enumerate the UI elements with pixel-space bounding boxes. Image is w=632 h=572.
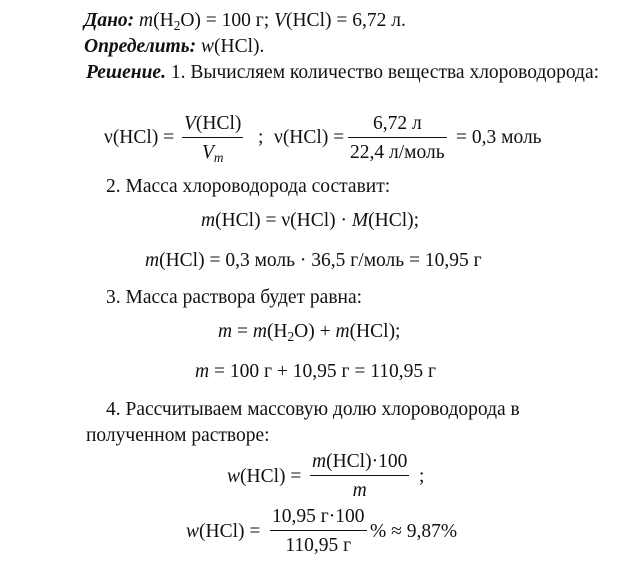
mass-fraction-symbol: w — [186, 521, 200, 542]
mass-fraction-symbol: w — [201, 36, 215, 57]
formula2b — [145, 251, 482, 271]
formula1b-lhs: ν(HCl) = — [274, 127, 345, 148]
given-line — [84, 10, 406, 34]
formula4a-rest: (HCl) = — [240, 466, 302, 487]
formula1b-denominator: 22,4 л/моль — [350, 141, 445, 163]
formula4a-fraction — [310, 452, 409, 500]
numerator-rest: (HCl)·100 — [326, 451, 408, 472]
formula4b-lhs — [186, 522, 260, 542]
formula4a-lhs — [227, 467, 301, 487]
formula1b-result: = 0,3 моль — [456, 127, 542, 148]
molar-volume-subscript: m — [213, 149, 224, 165]
equals: = — [232, 321, 253, 342]
water-subscript: 2 — [173, 18, 181, 34]
formula4b-rest: (HCl) = — [199, 521, 261, 542]
water-formula-a: (H — [266, 321, 288, 342]
formula2a — [201, 211, 419, 231]
water-formula-b: O) + — [294, 321, 336, 342]
find-hcl: (HCl). — [214, 36, 265, 57]
step1-paragraph — [86, 60, 610, 86]
given-label: Дано: — [84, 10, 135, 31]
formula3a — [218, 321, 401, 345]
formula4b-fraction — [270, 507, 367, 555]
formula2b-rest: (HCl) = 0,3 моль · 36,5 г/моль = 10,95 г — [159, 250, 482, 271]
formula4b-result: % ≈ 9,87% — [370, 521, 458, 542]
mass-symbol: m — [195, 361, 210, 382]
mass-symbol: m — [218, 321, 233, 342]
find-label: Определить: — [84, 36, 197, 57]
formula4a-separator: ; — [419, 466, 425, 487]
mass-fraction-symbol: w — [227, 466, 241, 487]
step3-text: 3. Масса раствора будет равна: — [106, 287, 363, 308]
formula3a-end: (HCl); — [349, 321, 401, 342]
water-subscript: 2 — [287, 329, 295, 345]
water-formula-a: (H — [153, 10, 174, 31]
formula1a-numerator — [182, 114, 243, 137]
formula4a-numerator — [310, 452, 409, 475]
step4-paragraph: 4. Рассчитываем массовую долю хлороводорода в полученном растворе: — [86, 399, 520, 446]
formula2a-end: (HCl); — [368, 210, 420, 231]
formula1b-numerator: 6,72 л — [372, 113, 422, 134]
formula4a-denominator: m — [352, 479, 367, 501]
volume-symbol: V — [274, 10, 286, 31]
mass-symbol: m — [145, 250, 160, 271]
volume-symbol: V — [184, 113, 196, 134]
molar-volume-symbol: V — [201, 141, 214, 163]
mass-symbol: m — [201, 210, 216, 231]
mass-symbol: m — [335, 321, 350, 342]
mass-symbol: m — [312, 451, 327, 472]
step2-text: 2. Масса хлороводорода составит: — [106, 176, 391, 197]
find-line — [84, 37, 264, 57]
water-formula-b: O) = 100 г; — [180, 10, 275, 31]
formula3b — [195, 362, 436, 382]
molar-mass-symbol: M — [351, 210, 369, 231]
formula1b-fraction — [348, 114, 447, 162]
mass-symbol: m — [252, 321, 267, 342]
formula1a-lhs: ν(HCl) = — [104, 127, 175, 148]
formula3b-rest: = 100 г + 10,95 г = 110,95 г — [209, 361, 436, 382]
formula1a-fraction — [182, 113, 243, 165]
formula2a-middle: (HCl) = ν(HCl) · — [215, 210, 352, 231]
formula1a-denominator — [200, 138, 226, 163]
mass-symbol: m — [139, 10, 154, 31]
formula4b-numerator: 10,95 г·100 — [272, 506, 365, 527]
numerator-hcl: (HCl) — [195, 113, 242, 134]
step1-text: 1. Вычисляем количество вещества хлороводорода: — [165, 62, 600, 83]
formula4b-denominator: 110,95 г — [285, 534, 352, 556]
solution-label: Решение. — [86, 62, 166, 83]
hcl-volume: (HCl) = 6,72 л. — [285, 10, 406, 31]
formula1-separator: ; — [258, 127, 264, 148]
